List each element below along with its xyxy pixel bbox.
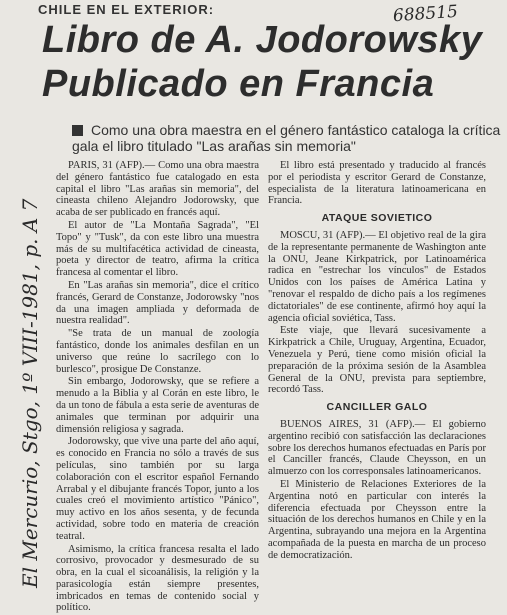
- paragraph: El autor de "La Montaña Sagrada", "El Topo" y "Tusk", da con este libro una muestra más de su multifacética actividad de cineasta, poeta y director de teatro, afirma la crítica francesa al comentar el libro.: [56, 219, 259, 279]
- headline: [42, 18, 502, 106]
- paragraph: BUENOS AIRES, 31 (AFP).— El gobierno argentino recibió con satisfacción las declaraciones sobre los derechos humanos efectuadas en París por el Canciller francés, Claude Cheysson, en un almuerzo con los corresponsales latinoamericanos.: [268, 418, 486, 478]
- deck-text: Como una obra maestra en el género fantástico cataloga la crítica gala el libro titulado "Las arañas sin memoria": [72, 122, 501, 154]
- paragraph: Este viaje, que llevará sucesivamente a Kirkpatrick a Chile, Uruguay, Argentina, Ecuador, Venezuela y Perú, tiene como misión oficial la preparación de la próxima sesión de la Asamblea General de la ONU, prevista para septiembre, recordó Tass.: [268, 325, 486, 396]
- paragraph: Jodorowsky, que vive una parte del año aquí, es conocido en Francia no sólo a través de sus películas, sino también por su larga colaboración con el escritor español Fernando Arrabal y el dibujante francés Topor, junto a los cuales creó el movimiento artístico "Pánico", muy activo en los años sesenta, y de fecunda actividad, sobre todo en materia de creación teatral.: [56, 436, 259, 542]
- paragraph: El libro está presentado y traducido al francés por el periodista y escritor Gerard de Constanze, especialista de la literatura latinoamericana en Francia.: [268, 160, 486, 207]
- paragraph: PARIS, 31 (AFP).— Como una obra maestra del género fantástico fue catalogado en esta capital el libro "Las arañas sin memoria", del cineasta chileno Alejandro Jodorowsky, que acaba de ser publicado en francés aquí.: [56, 160, 259, 219]
- subheading-canciller-galo: CANCILLER GALO: [326, 401, 428, 414]
- paragraph: Asimismo, la crítica francesa resalta el lado corrosivo, provocador y desmesurado de su obra, en la cual el sicoanálisis, la religión y la parasicología están siempre presentes, imbricados en temas de contenido social y político.: [56, 543, 259, 614]
- article-column-right: [268, 160, 486, 563]
- paragraph: El Ministerio de Relaciones Exteriores de la Argentina notó en particular con interés la diferencia efectuada por Cheysson entre la situación de los derechos humanos en Chile y en la Argentina, subrayando una mejora en la Argentina acompañada de la puesta en marcha de un proceso de democratización.: [268, 478, 486, 561]
- article-column-left: [56, 160, 259, 615]
- handwritten-citation: El Mercurio, Stgo, 1º VIII-1981, p. A 7: [18, 198, 42, 588]
- section-label: CHILE EN EL EXTERIOR:: [38, 2, 215, 17]
- handwritten-id: 688515: [392, 1, 459, 27]
- bullet-square-icon: [72, 125, 83, 136]
- subheading-ataque-sovietico: ATAQUE SOVIETICO: [321, 212, 433, 225]
- paragraph: Sin embargo, Jodorowsky, que se refiere a menudo a la Biblia y al Corán en este libro, le da un tono de fábula a esta serie de aventuras de animales que terminan por adquirir una dimensión religiosa y sagrada.: [56, 376, 259, 435]
- paragraph: MOSCU, 31 (AFP).— El objetivo real de la gira de la representante permanente de Washington ante la ONU, Jeane Kirkpatrick, por Latinoamérica radica en "estrechar los vínculos" de Estados Unidos con los países de América Latina y "renovar el respaldo de dicho país a los regímenes dictatoriales" de ese continente, afirmó hoy aquí la agencia oficial soviética, Tass.: [268, 229, 486, 324]
- paragraph: En "Las arañas sin memoria", dice el crítico francés, Gerard de Constanze, Jodorowsky "nos da una imagen ampliada y deformada de nuestra realidad".: [56, 279, 259, 327]
- headline-line-1: Libro de A. Jodorowsky: [42, 19, 483, 61]
- deck: [72, 122, 502, 154]
- headline-line-2: Publicado en Francia: [42, 63, 435, 105]
- paragraph: "Se trata de un manual de zoología fantástico, donde los animales desfilan en un universo que reúne lo sacrílego con lo burlesco", prosigue De Constanze.: [56, 328, 259, 375]
